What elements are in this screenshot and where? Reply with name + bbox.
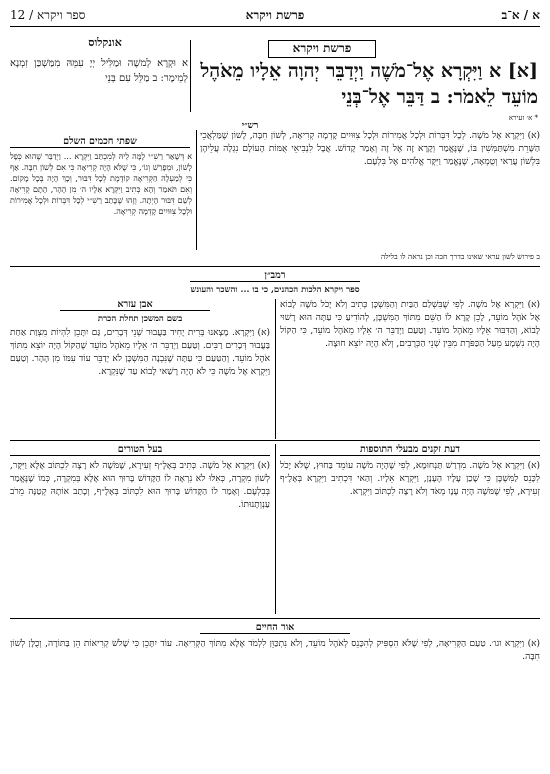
ibn-ezra-title: אבן עזרא bbox=[60, 299, 210, 311]
baal-haturim-title: בעל הטורים bbox=[10, 444, 270, 456]
pasuk-note: * א׳ זעירא bbox=[508, 114, 538, 122]
column-divider bbox=[196, 130, 197, 250]
or-hachaim-title: אור החיים bbox=[200, 622, 350, 634]
parsha-title-box: פרשת ויקרא bbox=[268, 40, 376, 58]
header-parsha: פרשת ויקרא bbox=[245, 8, 305, 22]
header-page-book: 12 / ספר ויקרא bbox=[10, 8, 86, 22]
section-divider bbox=[10, 440, 540, 441]
ramban-subtitle: ספר ויקרא הלכות הכהנים, כי בו ... והשכר והעונש bbox=[190, 285, 360, 295]
rashi-label: רש״י bbox=[241, 121, 259, 131]
rashi-footnote: ב פירוש לשון עראי שאינו בדרך חבה וכן נראה לו בלילה bbox=[380, 252, 540, 261]
column-divider bbox=[275, 444, 276, 614]
column-divider bbox=[275, 299, 276, 439]
page-header bbox=[10, 6, 540, 27]
shftei-text: א דְּשָׁאַר רַשִׁ״י לָמָּה לֵיהּ לְמִכְתַּב וַיִּקְרָא ... וַיְדַבֵּר שֶׁהוּא כְּפָל לָשׁוֹן, וּמְפָרֵשׁ וְגוֹ׳, כִּי שֶׁלֹּא הָיָה קְרִיאָה כִּי אִם לְשׁוֹן חִבָּה. אַף כִּי לְמַעְלָה הַקְּרִיאָה קוֹדֶמֶת לְכָל דִּבּוּר, וְכָךְ הָיָה בְּכָל מָקוֹם. וְאִם תֹּאמַר וְהָא כְּתִיב וַיִּקְרָא אֵלָיו ה׳ מִן הָהָר, הָתָם קְרִיאָה לְשֵׁם דִּבּוּר הָיְתָה. וְזֶהוּ שֶׁכָּתַב רַשִׁ״י לְכָל דִּבְּרוֹת וּלְכָל אֲמִירוֹת וּלְכָל צִוּוּיִים קָדְמָה קְרִיאָה. bbox=[10, 152, 192, 216]
daat-zekeinim-text: (א) וַיִּקְרָא אֶל מֹשֶׁה. מִדְרַשׁ תַּנְחוּמָא, לְפִי שֶׁהָיָה מֹשֶׁה עוֹמֵד בַּחוּץ, שֶׁלֹּא יָכֹל לִכָּנֵס לַמִּשְׁכָּן כִּי שָׁכַן עָלָיו הֶעָנָן, וַיִּקְרָא אֵלָיו. וְהַאי דִּכְתִיב וַיִּקְרָא בְּאָלֶ״ף זְעִירָא, לְפִי שֶׁמֹּשֶׁה הָיָה עָנָו מְאֹד וְלֹא רָצָה לִכְתּוֹב וַיִּקְרָא. bbox=[280, 461, 540, 497]
baal-haturim-text: (א) וַיִּקְרָא אֶל מֹשֶׁה. כְּתִיב בְּאָלֶ״ף זְעִירָא, שֶׁמֹּשֶׁה לֹא רָצָה לִכְתּוֹב אֶלָּא וַיִּקָּר, לְשׁוֹן מִקְרֶה, כְּאִלּוּ לֹא נִרְאָה לוֹ הַקָּדוֹשׁ בָּרוּךְ הוּא אֶלָּא בְּמִקְרֶה, כְּמוֹ שֶׁנֶּאֱמַר בְּבִלְעָם. וְאָמַר לוֹ הַקָּדוֹשׁ בָּרוּךְ הוּא לִכְתּוֹב בְּאָלֶ״ף, וְכָתַב אוֹתָהּ קְטַנָּה מֵרֹב עַנְוְתָנוּתוֹ. bbox=[10, 461, 270, 510]
section-divider bbox=[10, 618, 540, 619]
ramban-title: רמב״ן bbox=[190, 270, 360, 282]
section-divider bbox=[10, 266, 540, 267]
or-hachaim-text: (א) וַיִּקְרָא וגו׳. טַעַם הַקְּרִיאָה, לְפִי שֶׁלֹּא הִסְפִּיק לְהִכָּנֵס לְאֹהֶל מוֹעֵד, וְלֹא נִתְכַּוֵּן לִלְמֹד אֶלָּא מִתּוֹךְ הַקְּרִיאָה. עוֹד יִתָּכֵן כִּי שָׁלֹשׁ קְרִיאוֹת הֵן בַּתּוֹרָה, וְכֻלָּן לְשׁוֹן חִבָּה. bbox=[10, 639, 540, 662]
header-chapter: א / א־ב bbox=[501, 8, 540, 22]
column-divider bbox=[190, 40, 191, 112]
ibn-ezra-text: (א) וַיִּקְרָא. מָצָאנוּ בְּרִית יָחִיד בַּעֲבוּר שְׁנֵי דְּבָרִים, גַּם יִתָּכֵן לִהְיוֹת מִצְוַת אַחַת בַּעֲבוּר דְּבָרִים רַבִּים. וְטַעַם וַיְדַבֵּר ה׳ אֵלָיו מֵאֹהֶל מוֹעֵד שֶׁהַקּוֹל הָיָה יוֹצֵא מִתּוֹךְ אֹהֶל מוֹעֵד. וְהַטַּעַם כִּי עַתָּה שֶׁנִּבְנָה הַמִּשְׁכָּן לֹא יְדַבֵּר עוֹד עִמּוֹ מִן הָהָר. וְטַעַם וַיִּקְרָא אֶל מֹשֶׁה כִּי לֹא הָיָה רָשַׁאי לָבוֹא עַד שֶׁנִּקְרָא. bbox=[10, 328, 270, 377]
ibn-ezra-subtitle: בשם המשכן תחלת הכרת bbox=[97, 314, 183, 324]
pasuk-text: [א] א וַיִּקְרָא אֶל־מֹשֶׁה וַיְדַבֵּר יְהוָה אֵלָיו מֵאֹהֶל מוֹעֵד לֵאמֹר: ב דַּבֵּר אֶל־בְּנֵי bbox=[200, 60, 538, 108]
rashi-text: (א) וַיִּקְרָא אֶל מֹשֶׁה. לְכָל דִּבְּרוֹת וּלְכָל אֲמִירוֹת וּלְכָל צִוּוּיִים קָדְמָה קְרִיאָה, לְשׁוֹן חִבָּה, לָשׁוֹן שֶׁמַּלְאֲכֵי הַשָּׁרֵת מִשְׁתַּמְּשִׁין בּוֹ, שֶׁנֶּאֱמַר וְקָרָא זֶה אֶל זֶה וְאָמַר קָדוֹשׁ. אֲבָל לִנְבִיאֵי אֻמּוֹת הָעוֹלָם נִגְלָה עֲלֵיהֶן בִּלְשׁוֹן עֲרַאי וְטֻמְאָה, שֶׁנֶּאֱמַר וַיִּקָּר אֱלֹהִים אֶל בִּלְעָם. bbox=[200, 131, 540, 167]
daat-zekeinim-title: דעת זקנים מבעלי התוספות bbox=[280, 444, 540, 456]
onkelos-text: א וּקְרָא לְמשֶׁה וּמַלִּיל יְיָ עִמֵּהּ מִמַּשְׁכַּן זִמְנָא לְמֵימָר: ב מַלֵּל עִם בְּנֵי bbox=[10, 58, 188, 84]
shftei-title: שפתי חכמים השלם bbox=[10, 136, 190, 148]
onkelos-label: אונקלוס bbox=[88, 36, 122, 49]
ramban-text: (א) וַיִּקְרָא אֶל מֹשֶׁה. לְפִי שֶׁבִּשְׁלַם הַבַּיִת וְהַמִּשְׁכָּן כְּתִיב וְלֹא יָכֹל מֹשֶׁה לָבוֹא אֶל אֹהֶל מוֹעֵד, לָכֵן קָרָא לוֹ הַשֵּׁם מִתּוֹךְ הַמִּשְׁכָּן, לְהוֹדִיעַ כִּי עַתָּה הוּא רָשׁוּי לָבוֹא, וְהַדִּבּוּר אֵלָיו מֵאֹהֶל מוֹעֵד. וְטַעַם וַיְדַבֵּר ה׳ אֵלָיו מֵאֹהֶל מוֹעֵד, כִּי הַקּוֹל הָיָה נִשְׁמָע מֵעַל הַכַּפֹּרֶת מִבֵּין שְׁנֵי הַכְּרֻבִים, וְלֹא הָיָה יוֹצֵא חוּצָה. bbox=[280, 300, 540, 349]
